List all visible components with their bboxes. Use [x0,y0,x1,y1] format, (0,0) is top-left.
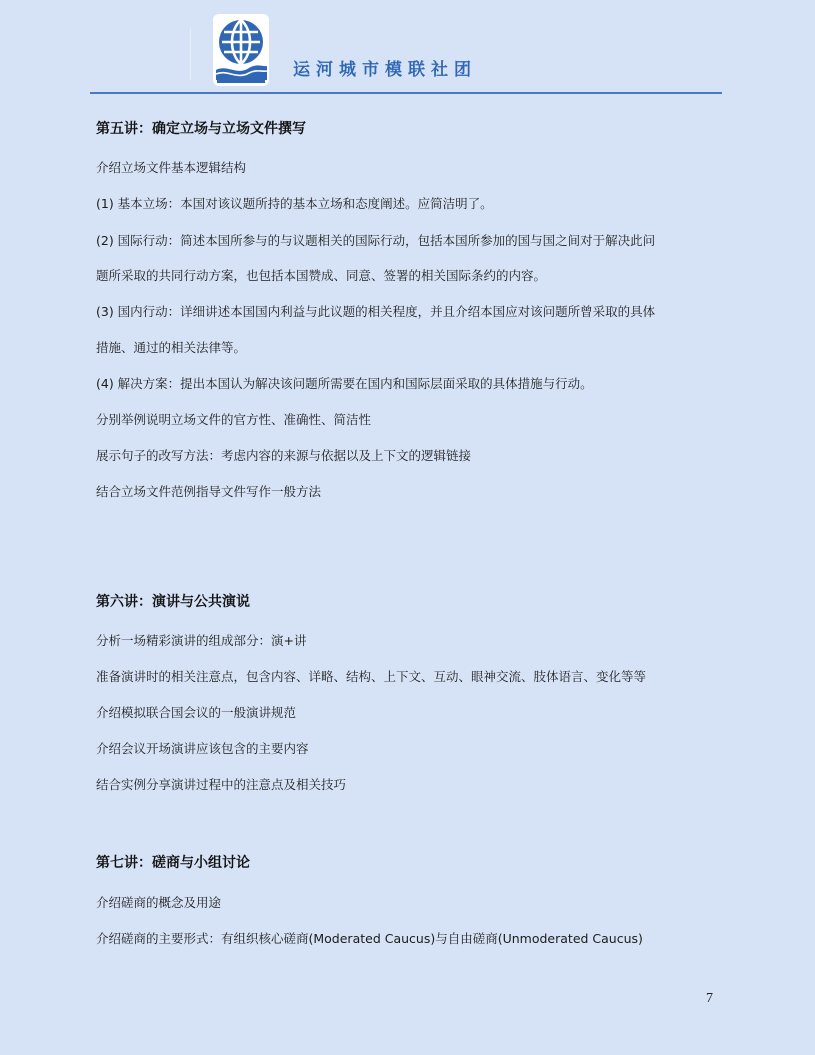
section-5-line: (3) 国内行动：详细讲述本国国内利益与此议题的相关程度，并且介绍本国应对该问题所曾采取的具体 [96,304,656,319]
section-5-line: 分别举例说明立场文件的官方性、准确性、简洁性 [96,412,372,427]
section-6-line: 介绍会议开场演讲应该包含的主要内容 [96,741,309,756]
section-7-line: 介绍磋商的主要形式：有组织核心磋商(Moderated Caucus)与自由磋商(Unmoderated Caucus) [96,931,643,946]
section-5-line: (4) 解决方案：提出本国认为解决该问题所需要在国内和国际层面采取的具体措施与行动。 [96,376,593,391]
section-heading-6: 第六讲：演讲与公共演说 [96,594,250,610]
section-5-line: 题所采取的共同行动方案，也包括本国赞成、同意、签署的相关国际条约的内容。 [96,268,547,283]
section-5-line: 介绍立场文件基本逻辑结构 [96,160,247,175]
section-5-line: 措施、通过的相关法律等。 [96,340,247,355]
section-6-line: 介绍模拟联合国会议的一般演讲规范 [96,705,297,720]
section-5-line: 结合立场文件范例指导文件写作一般方法 [96,484,322,499]
section-7-line: 介绍磋商的概念及用途 [96,895,222,910]
globe-logo-icon [213,14,269,86]
header-divider [190,28,191,80]
page-number: 7 [706,991,713,1006]
section-6-line: 结合实例分享演讲过程中的注意点及相关技巧 [96,777,347,792]
header-rule [90,92,722,94]
page-header [0,0,815,96]
section-5-line: (2) 国际行动：简述本国所参与的与议题相关的国际行动，包括本国所参加的国与国之间对于解决此问 [96,233,656,248]
section-5-line: 展示句子的改写方法：考虑内容的来源与依据以及上下文的逻辑链接 [96,448,472,463]
section-6-line: 分析一场精彩演讲的组成部分：演+讲 [96,633,307,648]
section-heading-5: 第五讲：确定立场与立场文件撰写 [96,121,306,137]
org-name: 运河城市模联社团 [293,60,477,80]
section-6-line: 准备演讲时的相关注意点，包含内容、详略、结构、上下文、互动、眼神交流、肢体语言、变化等等 [96,669,647,684]
section-5-line: (1) 基本立场：本国对该议题所持的基本立场和态度阐述。应简洁明了。 [96,196,493,211]
section-heading-7: 第七讲：磋商与小组讨论 [96,855,250,871]
